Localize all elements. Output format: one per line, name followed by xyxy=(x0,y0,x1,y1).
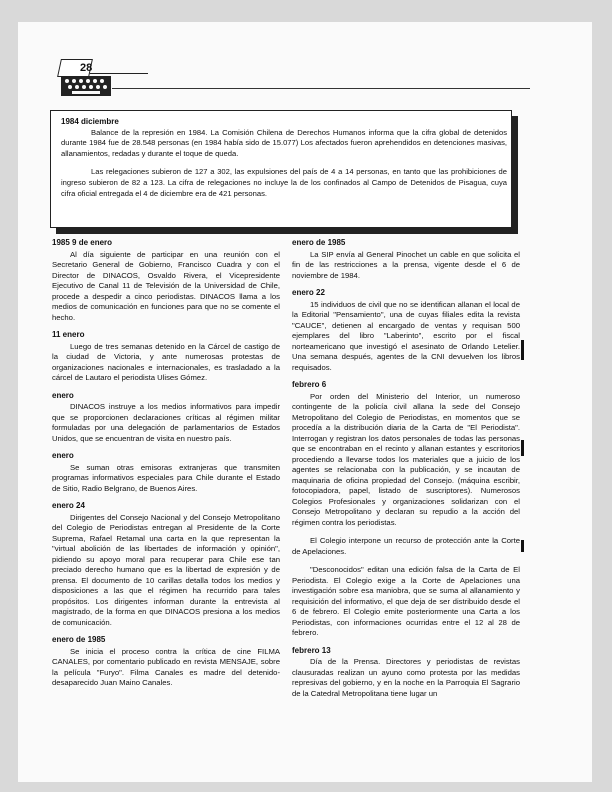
entry xyxy=(292,380,520,639)
entry-text: Dirigentes del Consejo Nacional y del Consejo Metropolitano del Colegio de Periodistas entregan al Presidente de la Corte Suprema, Rafael Retamal una carta en la que representan la "virtual abolición de las libertades de información y opinión", pidiendo su apoyo moral para recuperar para Chile ese tan preciado derecho humano que es la libertad de expresión y de prensa. El documento de 10 carillas detalla todos los medios y disposiciones a las que el régimen ha recurrido para tales propósitos. Los dirigentes informan durante la entrevista al magistrado, de la forma en que DINACOS presiona a los medios de comunicación. xyxy=(52,512,280,627)
entry-date: enero de 1985 xyxy=(52,635,106,644)
entry-text: Día de la Prensa. Directores y periodistas de revistas clausuradas realizan un ayuno como protesta por las medidas represivas del gobierno, y en la noche en la Parroquia El Sagrario de la Catedral Metropolitana tiene lugar un xyxy=(292,657,520,698)
margin-mark xyxy=(521,340,524,360)
margin-mark xyxy=(521,540,524,552)
summary-box xyxy=(50,110,512,228)
right-column xyxy=(292,238,520,706)
entry-text: 15 individuos de civil que no se identifican allanan el local de la Editorial "Pensamiento", una de cuyas filiales edita la revista "CAUCE", detienen al encargado de ventas y requisan 500 ejemplares del libro "Laberinto", escrito por el fiscal norteamericano que investigó el asesinato de Orlando Letelier. Una semana después, agentes de la CNI devuelven los libros requisados. xyxy=(292,299,520,372)
box-date: 1984 diciembre xyxy=(61,117,119,126)
box-paragraph-2: Las relegaciones subieron de 127 a 302, las expulsiones del país de 4 a 14 personas, en tanto que las prohibiciones de ingreso subieron de 82 a 123. La cifra de relegaciones no incluye la de los confinados al Campo de Detenidos de Pisagua, cuya cifra oficial entregada el 4 de diciembre era de 421 personas. xyxy=(61,167,507,198)
entry-date: febrero 6 xyxy=(292,380,327,389)
entry-text: Se suman otras emisoras extranjeras que transmiten programas informativos especiales para Chile durante el Estado de Sitio, Radio Belgrano, de Buenos Aires. xyxy=(52,462,280,493)
entry-date: enero xyxy=(52,451,74,460)
entry-text: Por orden del Ministerio del Interior, un numeroso contingente de la policía civil allana la sede del Consejo Metropolitano del Colegio de Periodistas, en momentos que se procedía a la distribución diaria de la Carta de "El Periodista". Interrogan y registran los datos personales de todas las personas que se encontraban en el recinto y allanan estantes y escritorios procediendo a llevarse todos los materiales que a juicio de los agentes se relacionaba con la publicación, y se incautan de maquinaria de oficina propiedad del Consejo. (máquina escribir, fotocopiadora, papel, listado de suscriptores). Numerosos Colegios Profesionales y organizaciones solidarizan con el Consejo Metropolitano y declaran su repudio a la acción del régimen contra los periodistas. xyxy=(292,391,520,527)
box-paragraph-1: Balance de la represión en 1984. La Comisión Chilena de Derechos Humanos informa que la cifra global de detenidos durante 1984 fue de 28.548 personas (en 1984 había sido de 15.077) Los afectados fueron aprehendidos en detenciones masivas, allanamientos, redadas y durante el toque de queda. xyxy=(61,127,507,158)
entry-text: "Desconocidos" editan una edición falsa de la Carta de El Periodista. El Colegio exige a la Corte de Apelaciones una investigación sobre esa maniobra, que se suma al allanamiento y requisición del informativo, el que deja de ser distribuido desde el 6 de febrero. El Colegio emite posteriormente una Carta a los Periodistas, con informaciones ocurridas entre el 12 al 28 de febrero. xyxy=(292,565,520,637)
entry-date: 1985 9 de enero xyxy=(52,238,113,247)
entry-date: enero de 1985 xyxy=(292,238,346,247)
entry-date: febrero 13 xyxy=(292,645,331,655)
typewriter-icon xyxy=(60,75,112,97)
entry-text: El Colegio interpone un recurso de protección ante la Corte de Apelaciones. xyxy=(292,536,520,556)
left-column xyxy=(52,238,280,696)
entry-text: Al día siguiente de participar en una reunión con el Secretario General de Gobierno, Francisco Cuadra y con el Director de DINACOS, Osvaldo Rivera, el Vicepresidente Ejecutivo de Canal 11 de Televisión de la Universidad de Chile, procede a despedir a cinco periodistas. DINACOS llama a los medios de comunicación en funciones para que no se comente el hecho. xyxy=(52,249,280,322)
entry-text: Luego de tres semanas detenido en la Cárcel de castigo de la ciudad de Victoria, y ante numerosas protestas de organizaciones nacionales e internacionales, es trasladado a la cárcel de Lautaro el periodista Ulises Gómez. xyxy=(52,341,280,382)
entry-date: 11 enero xyxy=(52,330,85,339)
entry xyxy=(52,391,280,445)
entry-date: enero xyxy=(52,390,74,400)
entry-text: La SIP envía al General Pinochet un cable en que solicita el fin de las restricciones a la prensa, vigente desde el 6 de noviembre de 1984. xyxy=(292,249,520,280)
entry xyxy=(52,635,280,689)
margin-mark xyxy=(521,440,524,456)
entry-text: Se inicia el proceso contra la crítica de cine FILMA CANALES, por comentario publicado en revista MENSAJE, sobre la película "Furyo". Filma Canales es madre del detenido-desaparecido Juan Maino Canales. xyxy=(52,646,280,687)
entry xyxy=(52,330,280,384)
entry-date: enero 22 xyxy=(292,288,325,297)
entry-text: DINACOS instruye a los medios informativos para impedir que se proporcionen declaraciones críticas al régimen militar formuladas por una delegación de parlamentarios de Estados Unidos, que se encuentran de visita en nuestro país. xyxy=(52,402,280,443)
entry xyxy=(292,646,520,700)
entry xyxy=(292,288,520,373)
entry xyxy=(52,451,280,494)
page-number: 28 xyxy=(80,62,93,74)
entry xyxy=(292,238,520,281)
entry-date: enero 24 xyxy=(52,501,85,510)
entry xyxy=(52,501,280,628)
entry xyxy=(52,238,280,323)
header-rule xyxy=(112,88,530,89)
